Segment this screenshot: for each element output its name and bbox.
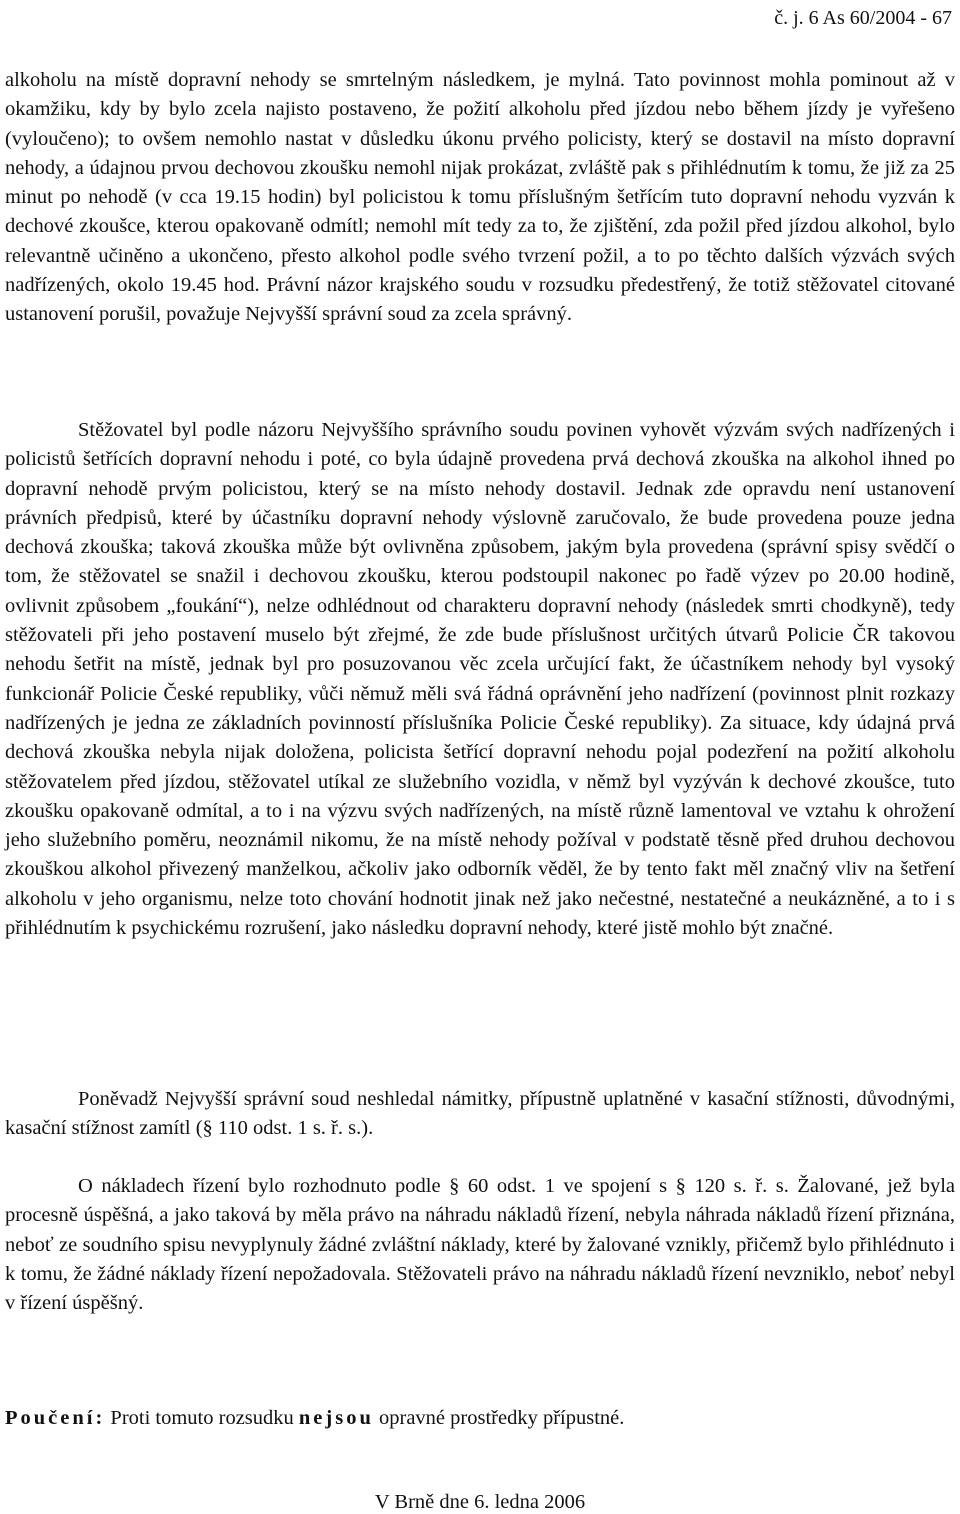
date-line: V Brně dne 6. ledna 2006 (374, 1491, 586, 1513)
paragraph-2 (5, 416, 955, 943)
paragraph-4 (5, 1172, 955, 1318)
paragraph-4-text: O nákladech řízení bylo rozhodnuto podle § 60 odst. 1 ve spojení s § 120 s. ř. s. Žalované, jež byla procesně úspěšná, a jako taková by měla právo na náhradu nákladů řízení, nebyla náhrada nákladů řízení přiznána, neboť ze soudního spisu nevyplynuly žádné zvláštní náklady, které by žalované vznikly, přičemž bylo přihlédnuto i k tomu, že žádné náklady řízení nepožadovala. Stěžovateli právo na náhradu nákladů řízení nevzniklo, neboť nebyl v řízení úspěšný. (5, 1175, 955, 1315)
paragraph-2-text: Stěžovatel byl podle názoru Nejvyššího správního soudu povinen vyhovět výzvám svých nadřízených i policistů šetřících dopravní nehodu i poté, co byla údajně provedena prvá dechová zkouška na alkohol ihned po dopravní nehodě prvým policistou, který se na místo nehody dostavil. Jednak zde opravdu není ustanovení právních předpisů, které by účastníku dopravní nehody výslovně zaručovalo, že bude provedena pouze jedna dechová zkouška; taková zkouška může být ovlivněna způsobem, jakým byla provedena (správní spisy svědčí o tom, že stěžovatel se snažil i dechovou zkoušku, kterou podstoupil nakonec po řadě výzev po 20.00 hodině, ovlivnit způsobem „foukání“), nelze odhlédnout od charakteru dopravní nehody (následek smrti chodkyně), tedy stěžovateli při jeho postavení muselo být zřejmé, že zde bude příslušnost určitých útvarů Policie ČR takovou nehodu šetřit na místě, jednak byl pro posuzovanou věc zcela určující fakt, že účastníkem nehody byl vysoký funkcionář Policie České republiky, vůči němuž měli svá řádná oprávnění jeho nadřízení (povinnost plnit rozkazy nadřízených je jedna ze základních povinností příslušníka Policie České republiky). Za situace, kdy údajná prvá dechová zkouška nebyla nijak doložena, policista šetřící dopravní nehodu pojal podezření na požití alkoholu stěžovatelem před jízdou, stěžovatel utíkal ze služebního vozidla, v němž byl vyzýván k dechové zkoušce, tuto zkoušku opakovaně odmítal, a to i na výzvu svých nadřízených, na místě různě lamentoval ve vztahu k ohrožení jeho služebního poměru, neoznámil nikomu, že na místě nehody požíval v podstatě těsně před druhou dechovou zkouškou alkohol přivezený manželkou, ačkoliv jako odborník věděl, že by tento fakt měl značný vliv na šetření alkoholu v jeho organismu, nelze toto chování hodnotit jinak než jako nečestné, nestatečné a neukázněné, a to i s přihlédnutím k psychickému rozrušení, jako následku dopravní nehody, které jistě mohlo být značné. (5, 419, 955, 940)
paragraph-3 (5, 1085, 955, 1144)
paragraph-1: alkoholu na místě dopravní nehody se smrtelným následkem, je mylná. Tato povinnost mohla pominout až v okamžiku, kdy by bylo zcela najisto postaveno, že požití alkoholu před jízdou nebo během jízdy je vyřešeno (vyloučeno); to ovšem nemohlo nastat v důsledku úkonu prvého policisty, který se dostavil na místo dopravní nehody, a údajnou prvou dechovou zkoušku nemohl nijak prokázat, zvláště pak s přihlédnutím k tomu, že již za 25 minut po nehodě (v cca 19.15 hodin) byl policistou k tomu příslušným šetřícím tuto dopravní nehodu vyzván k dechové zkoušce, kterou opakovaně odmítl; nemohl mít tedy za to, že zjištění, zda požil před jízdou alkohol, bylo relevantně učiněno a ukončeno, přesto alkohol podle svého tvrzení požil, a to po těchto dalších výzvách svých nadřízených, okolo 19.45 hod. Právní názor krajského soudu v rozsudku předestřený, že totiž stěžovatel citované ustanovení porušil, považuje Nejvyšší správní soud za zcela správný. (5, 69, 955, 326)
paragraph-3-text: Poněvadž Nejvyšší správní soud neshledal námitky, přípustně uplatněné v kasační stížnosti, důvodnými, kasační stížnost zamítl (§ 110 odst. 1 s. ř. s.). (5, 1088, 955, 1140)
case-number: č. j. 6 As 60/2004 - 67 (774, 7, 952, 29)
instruction-label: Poučení: (5, 1407, 106, 1429)
instruction-emphasis: nejsou (298, 1407, 374, 1429)
instruction-line (5, 1404, 624, 1433)
instruction-text-before: Proti tomuto rozsudku (110, 1407, 294, 1429)
instruction-text-after: opravné prostředky přípustné. (379, 1407, 625, 1429)
